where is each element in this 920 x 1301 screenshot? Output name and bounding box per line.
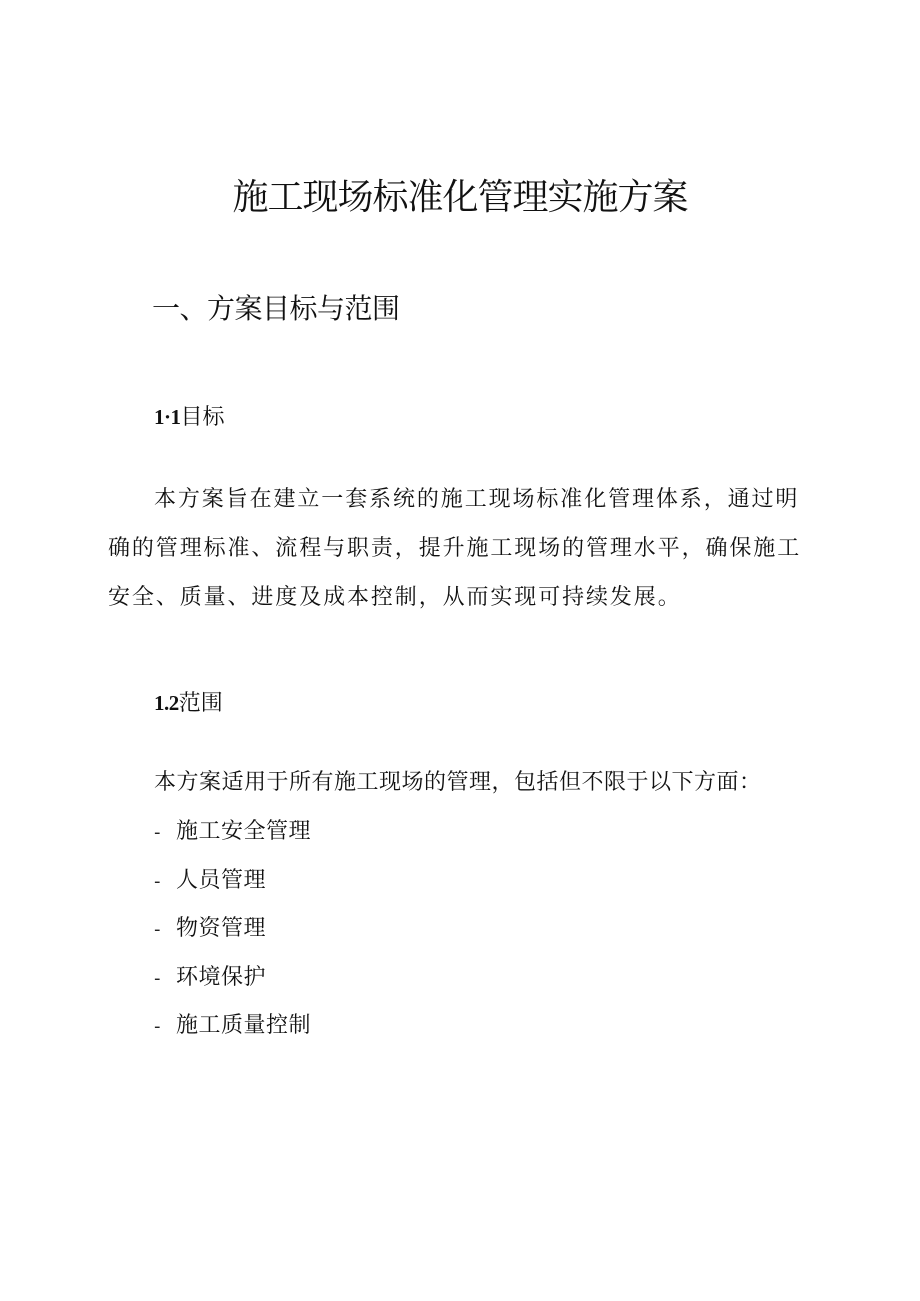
section-heading: 一、方案目标与范围 <box>152 292 400 325</box>
scope-heading-number: 1.2 <box>154 691 179 715</box>
goal-paragraph: 本方案旨在建立一套系统的施工现场标准化管理体系，通过明确的管理标准、流程与职责，提升施工现场的管理水平，确保施工安全、质量、进度及成本控制，从而实现可持续发展。 <box>108 487 802 610</box>
list-item <box>154 1006 311 1055</box>
list-item <box>154 812 311 861</box>
document-title: 施工现场标准化管理实施方案 <box>232 177 688 218</box>
list-item-text: 施工质量控制 <box>176 1013 312 1038</box>
list-item <box>154 958 311 1007</box>
goal-heading <box>154 401 225 434</box>
scope-heading <box>154 687 223 720</box>
list-item <box>154 909 311 958</box>
goal-heading-number: 1·1 <box>154 405 181 429</box>
scope-intro-paragraph: 本方案适用于所有施工现场的管理，包括但不限于以下方面： <box>154 770 762 795</box>
scope-list <box>154 812 311 1055</box>
scope-heading-label: 范围 <box>178 691 223 716</box>
list-item-text: 物资管理 <box>176 916 267 941</box>
list-bullet: - <box>154 822 161 843</box>
list-bullet: - <box>154 870 161 892</box>
list-bullet: - <box>154 919 161 940</box>
list-item-text: 环境保护 <box>176 964 267 990</box>
list-item <box>154 861 311 910</box>
list-item-text: 人员管理 <box>176 867 267 893</box>
list-bullet: - <box>154 967 161 989</box>
goal-heading-label: 目标 <box>180 405 225 430</box>
list-bullet: - <box>154 1016 161 1037</box>
list-item-text: 施工安全管理 <box>176 819 312 844</box>
